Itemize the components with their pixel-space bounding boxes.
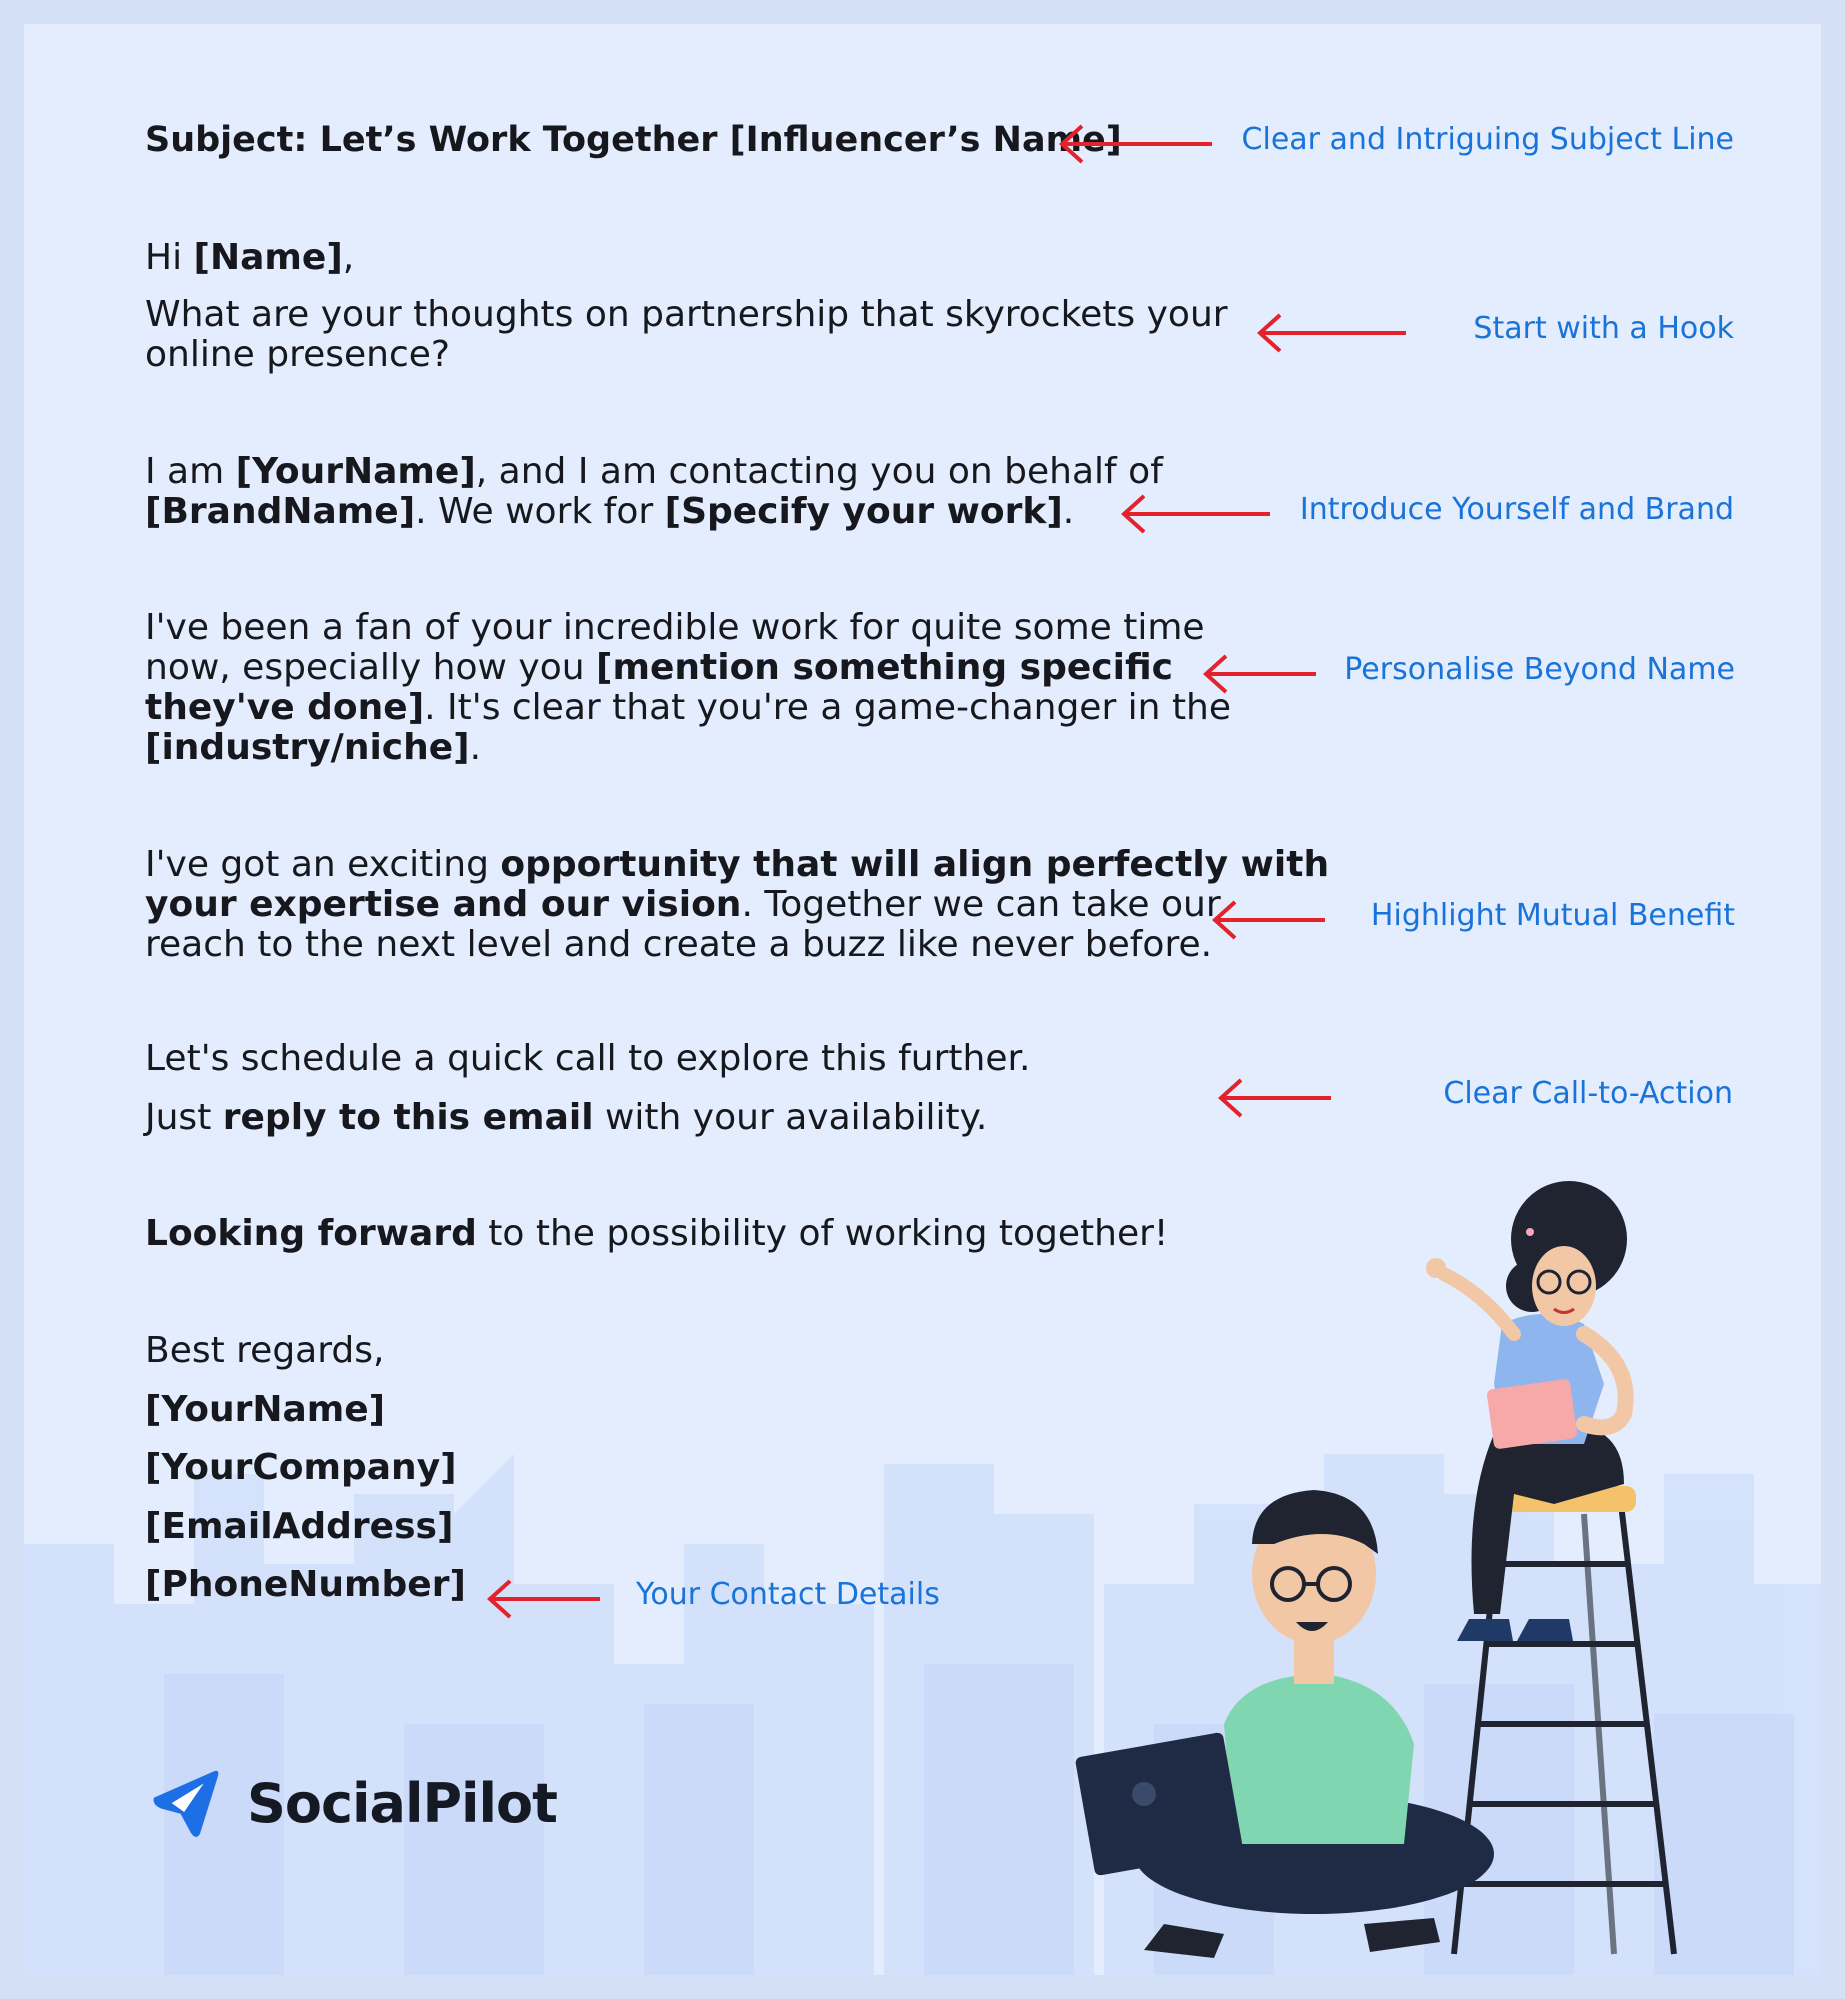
personal-text: now, especially how you xyxy=(145,647,597,688)
annotation-personal: Personalise Beyond Name xyxy=(1344,652,1735,687)
man-figure xyxy=(1075,1490,1494,1958)
annotation-benefit: Highlight Mutual Benefit xyxy=(1370,898,1735,933)
personal-period: . xyxy=(469,727,482,768)
benefit-text: . Together we can take our xyxy=(741,884,1221,925)
specific-mention-placeholder: they've done] xyxy=(145,687,425,728)
signature-phone: [PhoneNumber] xyxy=(145,1564,466,1605)
your-name-placeholder: [YourName] xyxy=(235,451,476,492)
specific-mention-placeholder: [mention something specific xyxy=(596,647,1173,688)
signoff: Best regards, xyxy=(145,1330,385,1371)
personal-text: . It's clear that you're a game-changer in the xyxy=(424,687,1232,728)
infographic-card xyxy=(24,24,1821,1975)
people-illustration xyxy=(24,24,1821,1975)
annotation-contact: Your Contact Details xyxy=(636,1577,940,1612)
annotation-subject: Clear and Intriguing Subject Line xyxy=(1241,122,1734,157)
benefit-text: I've got an exciting xyxy=(145,844,501,885)
annotation-intro: Introduce Yourself and Brand xyxy=(1299,492,1734,527)
cta-text: Just xyxy=(145,1097,223,1138)
looking-forward-bold: Looking forward xyxy=(145,1213,477,1254)
pink-laptop xyxy=(1486,1378,1578,1449)
intro-text: I am xyxy=(145,451,236,492)
intro-period: . xyxy=(1062,491,1075,532)
greeting-text: Hi xyxy=(145,237,194,278)
signature-company: [YourCompany] xyxy=(145,1447,457,1488)
cta-line-1: Let's schedule a quick call to explore this further. xyxy=(145,1038,1031,1079)
dark-laptop xyxy=(1075,1732,1244,1876)
signature-name: [YourName] xyxy=(145,1389,386,1430)
hook-line-1: What are your thoughts on partnership that skyrockets your xyxy=(145,294,1228,335)
brand-logo-text: SocialPilot xyxy=(247,1772,557,1835)
greeting-comma: , xyxy=(342,237,355,278)
industry-placeholder: [industry/niche] xyxy=(145,727,470,768)
signature-email: [EmailAddress] xyxy=(145,1506,454,1547)
hook-line-2: online presence? xyxy=(145,334,451,375)
benefit-bold-text: your expertise and our vision xyxy=(145,884,742,925)
benefit-bold-text: opportunity that will align perfectly with xyxy=(500,844,1330,885)
specify-work-placeholder: [Specify your work] xyxy=(664,491,1063,532)
woman-figure xyxy=(1426,1181,1627,1641)
benefit-line-3: reach to the next level and create a buzz like never before. xyxy=(145,924,1213,965)
closing-text: to the possibility of working together! xyxy=(476,1213,1169,1254)
brand-name-placeholder: [BrandName] xyxy=(145,491,416,532)
greeting-name-placeholder: [Name] xyxy=(193,237,343,278)
reply-email-bold: reply to this email xyxy=(222,1097,594,1138)
personal-line-1: I've been a fan of your incredible work for quite some time xyxy=(145,607,1205,648)
intro-text: . We work for xyxy=(415,491,665,532)
cta-text: with your availability. xyxy=(593,1097,988,1138)
subject-text: Subject: Let’s Work Together [Influencer’s Name] xyxy=(145,120,1122,160)
annotation-hook: Start with a Hook xyxy=(1473,311,1734,346)
intro-text: , and I am contacting you on behalf of xyxy=(475,451,1163,492)
annotation-cta: Clear Call-to-Action xyxy=(1443,1076,1733,1111)
